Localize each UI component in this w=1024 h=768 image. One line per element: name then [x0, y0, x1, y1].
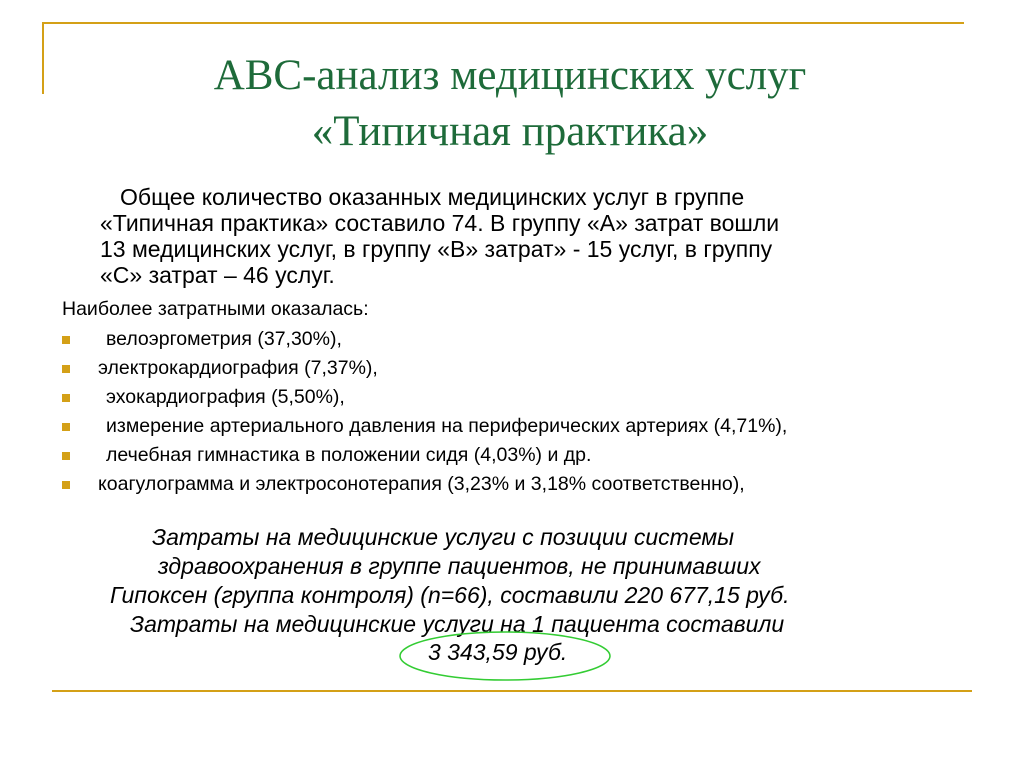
list-item: [62, 383, 787, 412]
title-line-2: «Типичная практика»: [311, 108, 709, 155]
per-patient-total: 3 343,59 руб.: [428, 639, 568, 665]
costs-line-4: Затраты на медицинские услуги на 1 пациента составили: [130, 611, 785, 637]
bullet-square-icon: [62, 336, 70, 344]
list-item: [62, 354, 787, 383]
intro-line-3: 13 медицинских услуг, в группу «В» затрат» - 15 услуг, в группу: [100, 236, 773, 262]
list-item: [62, 441, 787, 470]
left-border-line: [42, 22, 44, 94]
bottom-border-line: [52, 690, 972, 692]
most-costly-heading: Наиболее затратными оказалась:: [62, 298, 369, 320]
list-item: [62, 325, 787, 354]
list-item-text: измерение артериального давления на периферических артериях (4,71%),: [106, 415, 788, 437]
bullet-square-icon: [62, 365, 70, 373]
list-item-text: эхокардиография (5,50%),: [106, 386, 345, 408]
costs-line-2: здравоохранения в группе пациентов, не принимавших: [158, 553, 761, 579]
costs-line-3: Гипоксен (группа контроля) (n=66), составили 220 677,15 руб.: [110, 582, 790, 608]
bullet-square-icon: [62, 394, 70, 402]
intro-paragraph: [100, 184, 950, 288]
intro-line-2: «Типичная практика» составило 74. В группу «А» затрат вошли: [100, 210, 780, 236]
intro-line-4: «С» затрат – 46 услуг.: [100, 262, 335, 288]
intro-line-1: Общее количество оказанных медицинских услуг в группе: [120, 184, 745, 210]
bullet-square-icon: [62, 423, 70, 431]
slide-title: [60, 48, 960, 160]
list-item-text: коагулограмма и электросонотерапия (3,23% и 3,18% соответственно),: [98, 473, 745, 495]
costs-line-1: Затраты на медицинские услуги с позиции системы: [152, 524, 735, 550]
list-item-text: велоэргометрия (37,30%),: [106, 328, 342, 350]
costs-paragraph: [100, 523, 960, 639]
title-line-1: АВС-анализ медицинских услуг: [213, 52, 807, 99]
list-item-text: лечебная гимнастика в положении сидя (4,03%) и др.: [106, 444, 592, 466]
list-item: [62, 470, 787, 499]
list-item: [62, 412, 787, 441]
bullet-square-icon: [62, 452, 70, 460]
bullet-square-icon: [62, 481, 70, 489]
top-border-line: [44, 22, 964, 24]
list-item-text: электрокардиография (7,37%),: [98, 357, 378, 379]
costly-services-list: [62, 325, 787, 499]
